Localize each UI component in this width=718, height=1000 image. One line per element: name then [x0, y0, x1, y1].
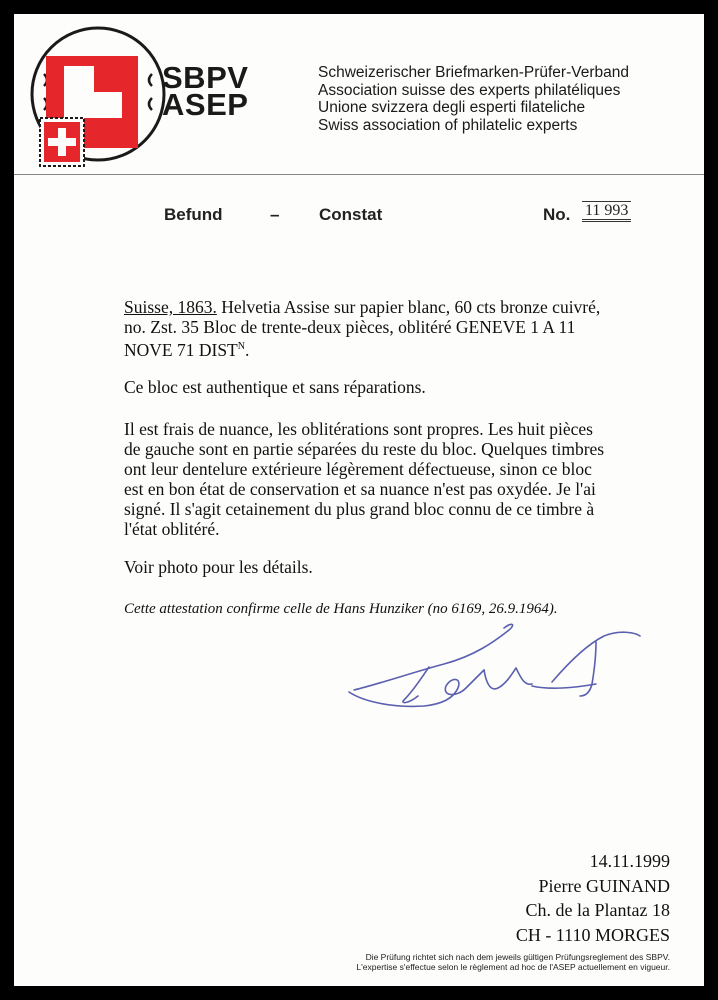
- footer-line-fr: L'expertise s'effectue selon le règlement ad hoc de l'ASEP actuellement en vigueur.: [356, 962, 670, 972]
- certificate-sheet: [14, 14, 704, 986]
- paragraph-confirmation: Cette attestation confirme celle de Hans Hunziker (no 6169, 26.9.1964).: [124, 601, 558, 617]
- assoc-name-fr: Association suisse des experts philatéliques: [318, 81, 621, 99]
- condition-line: de gauche sont en partie séparées du reste du bloc. Quelques timbres: [124, 439, 605, 459]
- paragraph-authentic: Ce bloc est authentique et sans réparations.: [124, 377, 426, 397]
- paragraph-description: [124, 297, 684, 360]
- expert-city: CH - 1110 MORGES: [515, 924, 670, 945]
- title-befund: Befund: [164, 205, 223, 224]
- header-divider: [14, 174, 704, 175]
- title-constat: Constat: [319, 205, 383, 224]
- condition-line: Il est frais de nuance, les oblitérations sont propres. Les huit pièces: [124, 419, 593, 439]
- certificate-no-label: No.: [543, 205, 571, 224]
- description-line-2: no. Zst. 35 Bloc de trente-deux pièces, oblitéré GENEVE 1 A 11: [124, 317, 576, 337]
- brand-sbpv: SBPV: [162, 60, 249, 95]
- condition-line: signé. Il s'agit cetainement du plus grand bloc connu de ce timbre à: [124, 499, 595, 519]
- brand-name: [162, 60, 249, 122]
- certificate-number: 11 993: [582, 201, 631, 222]
- assoc-name-it: Unione svizzera degli esperti filateliche: [318, 99, 586, 116]
- sbpv-logo-icon: [26, 22, 166, 172]
- description-end: .: [244, 339, 250, 360]
- footer-line-de: Die Prüfung richtet sich nach dem jeweils gültigen Prüfungsreglement des SBPV.: [365, 952, 670, 962]
- condition-line: ont leur dentelure extérieure légèrement défectueuse, sinon ce bloc: [124, 459, 592, 479]
- paragraph-photo: Voir photo pour les détails.: [124, 557, 313, 577]
- expert-name: Pierre GUINAND: [538, 875, 670, 896]
- expert-address-block: [516, 849, 670, 947]
- title-dash: –: [270, 205, 280, 224]
- description-line-3: NOVE 71 DIST: [124, 339, 238, 360]
- description-line-1: Helvetia Assise sur papier blanc, 60 cts bronze cuivré,: [216, 297, 601, 317]
- description-superscript: N: [237, 341, 245, 352]
- condition-line: est en bon état de conservation et sa nuance n'est pas oxydée. Je l'ai: [124, 479, 596, 499]
- paragraph-condition: [124, 419, 684, 539]
- country-year: Suisse, 1863.: [124, 297, 217, 317]
- footer-regulations: [356, 952, 670, 972]
- assoc-name-en: Swiss association of philatelic experts: [318, 116, 578, 134]
- certificate-date: 14.11.1999: [589, 851, 670, 871]
- condition-line: l'état oblitéré.: [124, 519, 220, 539]
- association-names: [318, 64, 629, 134]
- assoc-name-de: Schweizerischer Briefmarken-Prüfer-Verband: [318, 64, 629, 81]
- expert-street: Ch. de la Plantaz 18: [525, 900, 670, 920]
- brand-asep: ASEP: [162, 87, 249, 122]
- handwritten-signature: [334, 612, 644, 717]
